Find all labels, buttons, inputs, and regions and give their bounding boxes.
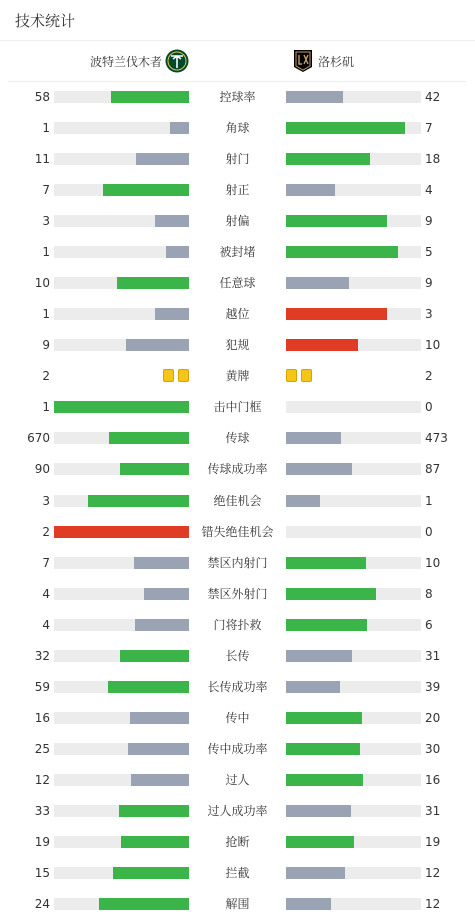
home-bar-track: [54, 153, 189, 165]
away-bar-fill: [286, 557, 366, 569]
home-bar-fill: [136, 153, 189, 165]
away-bar-fill: [286, 432, 341, 444]
stat-label: 犯规: [225, 338, 250, 352]
home-team-name: 波特兰伐木者: [89, 55, 162, 69]
lafc-crest-icon: [293, 49, 313, 73]
stat-label: 过人: [225, 773, 250, 787]
away-value: 7: [425, 121, 433, 135]
away-bar-track: [286, 308, 421, 320]
home-bar-track: [54, 805, 189, 817]
stat-label: 门将扑救: [213, 618, 262, 632]
away-bar-track: [286, 619, 421, 631]
away-bar-fill: [286, 153, 370, 165]
stat-row: [0, 618, 475, 649]
home-bar-fill: [111, 91, 189, 103]
stat-label: 任意球: [219, 276, 256, 290]
stat-row: [0, 711, 475, 742]
away-bar-fill: [286, 712, 362, 724]
home-bar-track: [54, 619, 189, 631]
away-value: 39: [425, 680, 441, 694]
stat-row: [0, 462, 475, 493]
away-bar-track: [286, 650, 421, 662]
stat-row: [0, 494, 475, 525]
away-bar-fill: [286, 743, 360, 755]
stat-row: [0, 587, 475, 618]
stat-row: [0, 276, 475, 307]
stat-row: [0, 338, 475, 369]
home-bar-track: [54, 246, 189, 258]
home-bar-track: [54, 122, 189, 134]
home-bar-track: [54, 557, 189, 569]
away-bar-fill: [286, 619, 367, 631]
away-team-name: 洛杉矶: [318, 55, 355, 69]
stat-row: [0, 556, 475, 587]
away-bar-fill: [286, 308, 387, 320]
home-bar-fill: [103, 184, 189, 196]
away-value: 20: [425, 711, 441, 725]
away-bar-track: [286, 184, 421, 196]
home-value: 10: [34, 276, 50, 290]
away-value: 3: [425, 307, 433, 321]
stat-label: 传中: [225, 711, 250, 725]
away-bar-track: [286, 246, 421, 258]
away-bar-fill: [286, 339, 358, 351]
stat-row: [0, 431, 475, 462]
timbers-crest-icon: [165, 49, 189, 73]
yellow-card-icon: [178, 369, 189, 382]
away-value: 4: [425, 183, 433, 197]
away-value: 12: [425, 866, 441, 880]
away-bar-fill: [286, 867, 345, 879]
stat-row: [0, 183, 475, 214]
away-value: 6: [425, 618, 433, 632]
home-value: 9: [42, 338, 50, 352]
away-bar-fill: [286, 184, 335, 196]
home-value: 19: [34, 835, 50, 849]
home-value: 59: [34, 680, 50, 694]
home-value: 58: [34, 90, 50, 104]
away-bar-fill: [286, 681, 340, 693]
teams-header: [0, 41, 475, 82]
away-bar-track: [286, 681, 421, 693]
home-bar-track: [54, 401, 189, 413]
stat-row: [0, 742, 475, 773]
away-value: 2: [425, 369, 433, 383]
away-value: 16: [425, 773, 441, 787]
home-bar-fill: [113, 867, 189, 879]
stat-row: [0, 369, 475, 400]
home-value: 3: [42, 214, 50, 228]
away-value: 0: [425, 400, 433, 414]
home-value: 12: [34, 773, 50, 787]
away-value: 8: [425, 587, 433, 601]
yellow-card-icon: [301, 369, 312, 382]
home-value: 1: [42, 121, 50, 135]
home-bar-track: [54, 526, 189, 538]
home-bar-fill: [130, 712, 189, 724]
home-value: 24: [34, 897, 50, 911]
stat-label: 被封堵: [219, 245, 256, 259]
home-value: 15: [34, 866, 50, 880]
home-bar-fill: [128, 743, 189, 755]
stat-label: 传中成功率: [207, 742, 268, 756]
away-value: 18: [425, 152, 441, 166]
home-bar-track: [54, 898, 189, 910]
home-value: 4: [42, 618, 50, 632]
stat-row: [0, 866, 475, 897]
stat-row: [0, 804, 475, 835]
stat-label: 控球率: [219, 90, 256, 104]
away-bar-fill: [286, 495, 320, 507]
home-bar-fill: [54, 526, 189, 538]
home-bar-fill: [109, 432, 189, 444]
home-bar-track: [54, 184, 189, 196]
home-bar-track: [54, 712, 189, 724]
stat-label: 错失绝佳机会: [201, 525, 274, 539]
away-value: 9: [425, 276, 433, 290]
home-bar-track: [54, 308, 189, 320]
stat-label: 禁区内射门: [207, 556, 268, 570]
home-value: 3: [42, 494, 50, 508]
away-bar-track: [286, 557, 421, 569]
stat-label: 长传成功率: [207, 680, 268, 694]
stat-row: [0, 835, 475, 866]
away-bar-track: [286, 526, 421, 538]
yellow-card-icon: [286, 369, 297, 382]
home-value: 7: [42, 183, 50, 197]
home-value: 90: [34, 462, 50, 476]
stat-label: 射门: [225, 152, 250, 166]
yellow-card-icon: [163, 369, 174, 382]
away-bar-track: [286, 712, 421, 724]
away-bar-track: [286, 588, 421, 600]
stat-row: [0, 400, 475, 431]
away-bar-fill: [286, 805, 351, 817]
home-value: 670: [27, 431, 50, 445]
away-bar-fill: [286, 898, 331, 910]
home-value: 2: [42, 525, 50, 539]
home-bar-track: [54, 743, 189, 755]
home-bar-track: [54, 867, 189, 879]
away-value: 31: [425, 649, 441, 663]
away-value: 87: [425, 462, 441, 476]
stat-label: 拦截: [225, 866, 250, 880]
away-value: 10: [425, 338, 441, 352]
divider: [8, 81, 467, 82]
home-bar-track: [54, 432, 189, 444]
away-bar-track: [286, 91, 421, 103]
stat-row: [0, 525, 475, 556]
home-bar-fill: [88, 495, 189, 507]
away-value: 1: [425, 494, 433, 508]
away-value: 19: [425, 835, 441, 849]
away-bar-fill: [286, 650, 352, 662]
away-bar-track: [286, 743, 421, 755]
home-bar-fill: [131, 774, 189, 786]
stat-label: 抢断: [225, 835, 250, 849]
stat-row: [0, 773, 475, 804]
home-bar-fill: [120, 650, 189, 662]
home-bar-fill: [54, 401, 189, 413]
away-bar-fill: [286, 215, 387, 227]
stat-label: 射偏: [225, 214, 250, 228]
stat-label: 射正: [225, 183, 250, 197]
away-value: 42: [425, 90, 441, 104]
stat-label: 禁区外射门: [207, 587, 268, 601]
home-bar-track: [54, 836, 189, 848]
home-value: 7: [42, 556, 50, 570]
stat-label: 长传: [225, 649, 250, 663]
home-bar-track: [54, 495, 189, 507]
home-bar-track: [54, 277, 189, 289]
home-bar-fill: [135, 619, 189, 631]
away-bar-track: [286, 277, 421, 289]
away-bar-track: [286, 153, 421, 165]
stat-row: [0, 152, 475, 183]
stat-label: 绝佳机会: [213, 494, 262, 508]
away-value: 9: [425, 214, 433, 228]
home-bar-track: [54, 650, 189, 662]
away-bar-fill: [286, 836, 354, 848]
stat-label: 击中门框: [213, 400, 262, 414]
home-value: 32: [34, 649, 50, 663]
away-bar-fill: [286, 774, 363, 786]
away-bar-track: [286, 122, 421, 134]
home-bar-fill: [155, 308, 189, 320]
away-bar-track: [286, 215, 421, 227]
stat-row: [0, 90, 475, 121]
home-bar-track: [54, 91, 189, 103]
away-bar-fill: [286, 91, 343, 103]
away-value: 473: [425, 431, 448, 445]
home-value: 2: [42, 369, 50, 383]
home-value: 4: [42, 587, 50, 601]
away-bar-track: [286, 867, 421, 879]
stat-label: 越位: [225, 307, 250, 321]
away-value: 30: [425, 742, 441, 756]
home-bar-track: [54, 774, 189, 786]
home-bar-fill: [120, 463, 189, 475]
home-bar-fill: [126, 339, 189, 351]
home-bar-fill: [155, 215, 189, 227]
stat-row: [0, 897, 475, 919]
stat-label: 传球: [225, 431, 250, 445]
header: [0, 0, 475, 41]
away-bar-track: [286, 432, 421, 444]
away-bar-track: [286, 805, 421, 817]
away-bar-fill: [286, 246, 398, 258]
home-bar-fill: [166, 246, 189, 258]
stat-row: [0, 245, 475, 276]
stat-label: 角球: [225, 121, 250, 135]
home-bar-fill: [119, 805, 189, 817]
stat-label: 黄牌: [225, 369, 250, 383]
home-value: 11: [34, 152, 50, 166]
home-value: 1: [42, 245, 50, 259]
stat-row: [0, 307, 475, 338]
home-bar-track: [54, 463, 189, 475]
away-value: 5: [425, 245, 433, 259]
home-bar-fill: [99, 898, 189, 910]
away-value: 0: [425, 525, 433, 539]
home-value: 1: [42, 307, 50, 321]
away-bar-fill: [286, 122, 405, 134]
away-bar-track: [286, 495, 421, 507]
home-bar-track: [54, 339, 189, 351]
away-bar-track: [286, 339, 421, 351]
home-value: 25: [34, 742, 50, 756]
home-bar-fill: [117, 277, 189, 289]
away-bar-track: [286, 463, 421, 475]
home-bar-fill: [108, 681, 189, 693]
away-bar-track: [286, 898, 421, 910]
stat-row: [0, 121, 475, 152]
stat-row: [0, 649, 475, 680]
home-bar-track: [54, 681, 189, 693]
stat-label: 过人成功率: [207, 804, 268, 818]
away-bar-track: [286, 401, 421, 413]
stat-row: [0, 214, 475, 245]
away-value: 12: [425, 897, 441, 911]
home-value: 33: [34, 804, 50, 818]
away-bar-fill: [286, 277, 349, 289]
stat-label: 解围: [225, 897, 250, 911]
home-bar-fill: [121, 836, 189, 848]
home-bar-track: [54, 588, 189, 600]
away-bar-track: [286, 836, 421, 848]
home-bar-fill: [170, 122, 189, 134]
home-bar-fill: [144, 588, 189, 600]
away-value: 10: [425, 556, 441, 570]
away-bar-fill: [286, 463, 352, 475]
stat-row: [0, 680, 475, 711]
away-bar-track: [286, 774, 421, 786]
away-bar-fill: [286, 588, 376, 600]
away-value: 31: [425, 804, 441, 818]
home-bar-track: [54, 215, 189, 227]
home-value: 16: [34, 711, 50, 725]
home-value: 1: [42, 400, 50, 414]
page-title: 技术统计: [15, 12, 76, 30]
home-bar-fill: [134, 557, 189, 569]
stat-label: 传球成功率: [207, 462, 268, 476]
